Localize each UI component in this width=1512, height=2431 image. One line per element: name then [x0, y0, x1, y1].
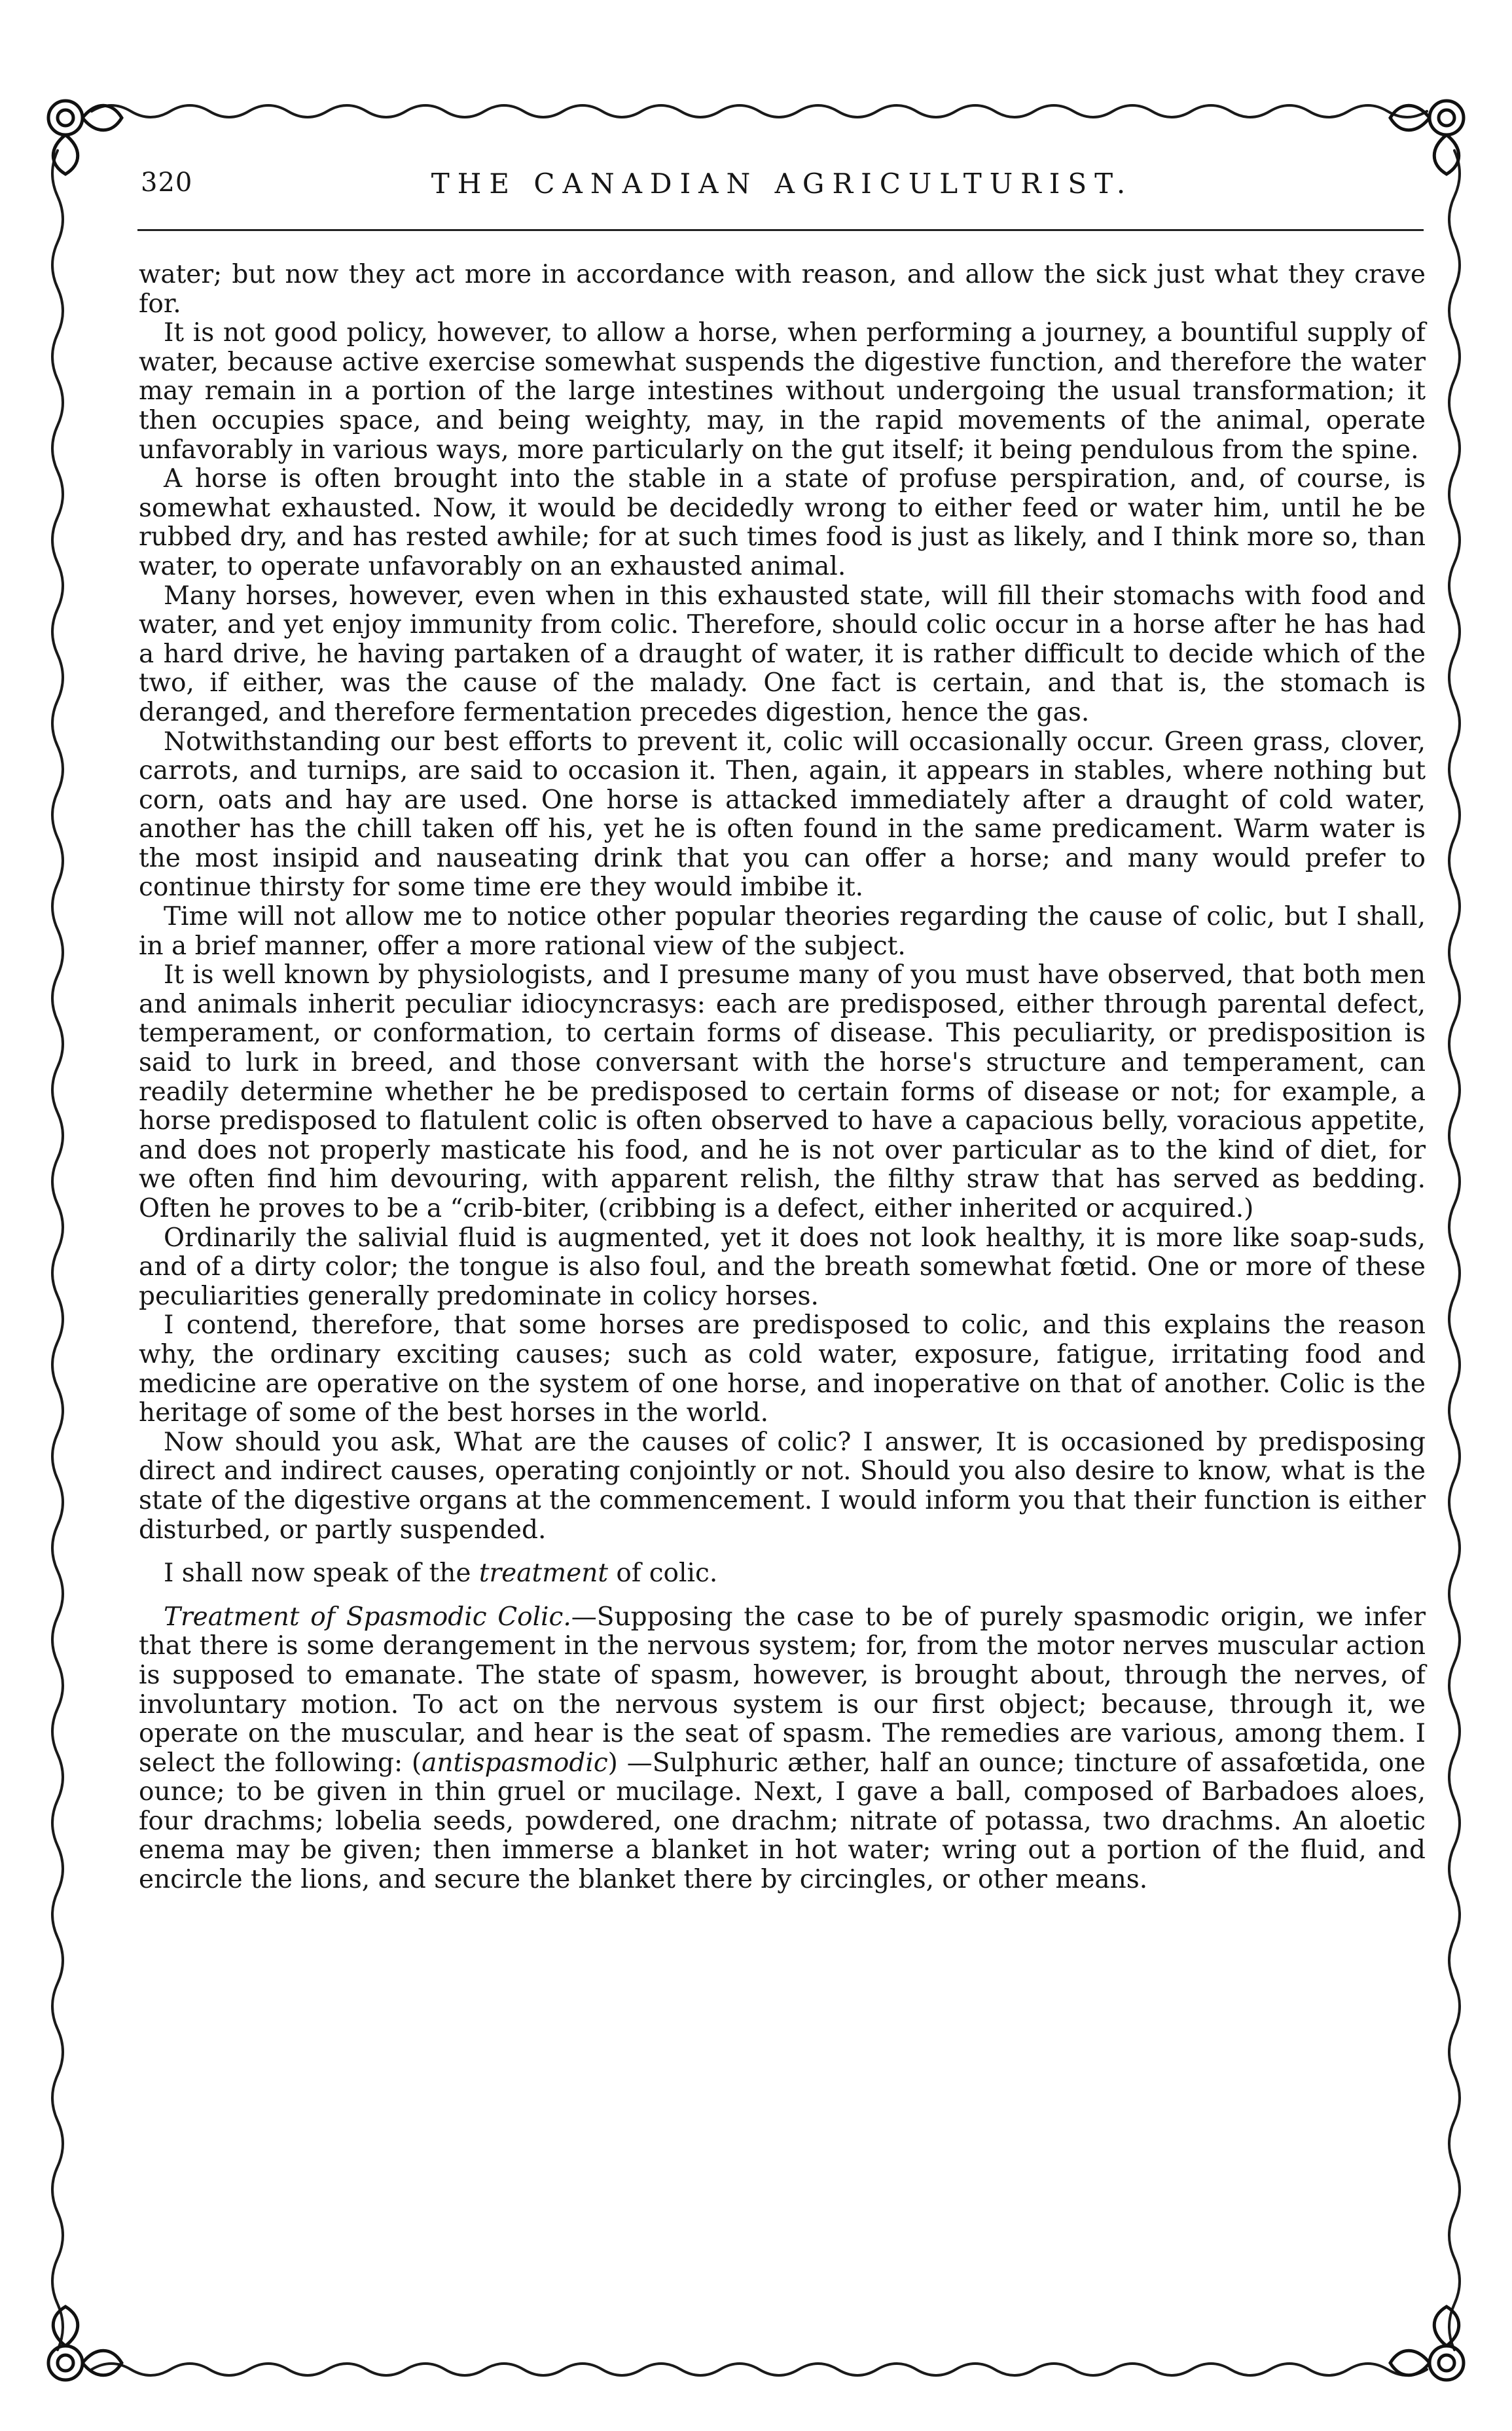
paragraph [139, 1603, 1426, 1895]
text-run: I shall now speak of the [164, 1558, 479, 1589]
page-header [141, 168, 1424, 213]
text-run: of colic. [608, 1558, 718, 1589]
paragraph: I contend, therefore, that some horses are predisposed to colic, and this explains the reason why, the ordinary exciting causes; such as cold water, exposure, fatigue, irritating food and medicine are operative on the system of one horse, and inoperative on that of another. Colic is the heritage of some of the best horses in the world. [139, 1310, 1426, 1428]
paragraph: Many horses, however, even when in this exhausted state, will fill their stomachs with food and water, and yet enjoy immunity from colic. Therefore, should colic occur in a horse after he has had a hard drive, he having partaken of a draught of water, it is rather difficult to decide which of the two, if either, was the cause of the malady. One fact is certain, and that is, the stomach is deranged, and therefore fermentation precedes digestion, hence the gas. [139, 581, 1426, 727]
paragraph: Ordinarily the salivial fluid is augmented, yet it does not look healthy, it is more like soap-suds, and of a dirty color; the tongue is also foul, and the breath somewhat fœtid. One or more of these peculiarities generally predominate in colicy horses. [139, 1223, 1426, 1311]
paragraph: It is not good policy, however, to allow a horse, when performing a journey, a bountiful supply of water, because active exercise somewhat suspends the digestive function, and therefore the water may remain in a portion of the large intestines without undergoing the usual transformation; it then occupies space, and being weighty, may, in the rapid movements of the animal, operate unfavorably in various ways, more particularly on the gut itself; it being pendulous from the spine. [139, 318, 1426, 465]
paragraph [139, 1559, 1426, 1589]
header-rule [137, 229, 1424, 231]
paragraph: Notwithstanding our best efforts to prevent it, colic will occasionally occur. Green grass, clover, carrots, and turnips, are said to occasion it. Then, again, it appears in stables, where nothing but corn, oats and hay are used. One horse is attacked immediately after a draught of cold water, another has the chill taken off his, yet he is often found in the same predicament. Warm water is the most insipid and nauseating drink that you can offer a horse; and many would prefer to continue thirsty for some time ere they would imbibe it. [139, 727, 1426, 903]
paragraph: It is well known by physiologists, and I presume many of you must have observed, that both men and animals inherit peculiar idiocyncrasys: each are predisposed, either through parental defect, temperament, or conformation, to certain forms of disease. This peculiarity, or predisposition is said to lurk in breed, and those conversant with the horse's structure and temperament, can readily determine whether he be predisposed to certain forms of disease or not; for example, a horse predisposed to flatulent colic is often observed to have a capacious belly, voracious appetite, and does not properly masticate his food, and he is not over particular as to the kind of diet, for we often find him devouring, with apparent relish, the filthy straw that has served as bedding. Often he proves to be a “crib-biter, (cribbing is a defect, either inherited or acquired.) [139, 960, 1426, 1223]
italic-run: antispasmodic [422, 1748, 608, 1778]
text-run: —Supposing the case to be of purely spasmodic origin, we infer that there is some derangement in the nervous system; for, from the motor nerves muscular action is supposed to emanate. The state of spasm, however, is brought about, through the nerves, of involuntary motion. To act on the nervous system is our first object; because, through it, we operate on the muscular, and hear is the seat of spasm. The remedies are various, among them. I select the following: ( [139, 1602, 1426, 1778]
page-number: 320 [141, 168, 193, 198]
italic-run: treatment [478, 1558, 608, 1589]
running-title: THE CANADIAN AGRICULTURIST. [431, 168, 1134, 200]
article-body [139, 261, 1426, 1895]
paragraph: Now should you ask, What are the causes of colic? I answer, It is occasioned by predisposing direct and indirect causes, operating conjointly or not. Should you also desire to know, what is the state of the digestive organs at the commencement. I would inform you that their function is either disturbed, or partly suspended. [139, 1427, 1426, 1545]
paragraph: water; but now they act more in accordance with reason, and allow the sick just what they crave for. [139, 260, 1426, 319]
paragraph: Time will not allow me to notice other popular theories regarding the cause of colic, but I shall, in a brief manner, offer a more rational view of the subject. [139, 902, 1426, 961]
paragraph: A horse is often brought into the stable in a state of profuse perspiration, and, of course, is somewhat exhausted. Now, it would be decidedly wrong to either feed or water him, until he be rubbed dry, and has rested awhile; for at such times food is just as likely, and I think more so, than water, to operate unfavorably on an exhausted animal. [139, 464, 1426, 581]
text-run: ) —Sulphuric æther, half an ounce; tincture of assafœtida, one ounce; to be given in thin gruel or mucilage. Next, I gave a ball, composed of Barbadoes aloes, four drachms; lobelia seeds, powdered, one drachm; nitrate of potassa, two drachms. An aloetic enema may be given; then immerse a blanket in hot water; wring out a portion of the fluid, and encircle the lions, and secure the blanket there by circingles, or other means. [139, 1748, 1426, 1895]
section-heading: Treatment of Spasmodic Colic. [164, 1602, 571, 1632]
